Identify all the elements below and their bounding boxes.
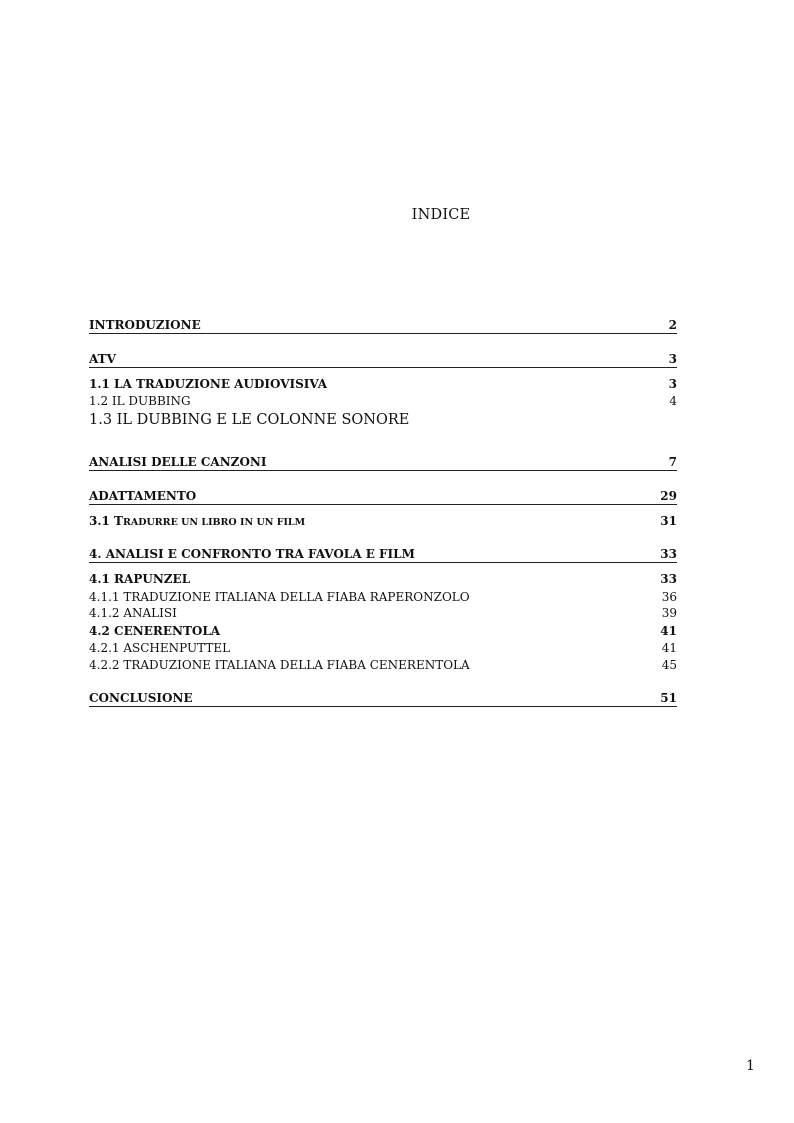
toc-entry-page: 4	[669, 394, 677, 408]
toc-entry-page: 36	[661, 590, 677, 604]
toc-entry-adattamento[interactable]	[89, 489, 677, 505]
toc-entry-label: CONCLUSIONE	[89, 691, 193, 705]
toc-entry-page: 3	[668, 377, 677, 391]
toc-entry-page: 31	[660, 514, 677, 528]
toc-entry-tradurre-libro[interactable]	[89, 514, 677, 530]
toc-entry-page: 41	[660, 624, 677, 638]
toc-entry-analisi-confronto[interactable]	[89, 547, 677, 563]
document-title: INDICE	[411, 207, 471, 223]
toc-entry-analisi-canzoni[interactable]	[89, 455, 677, 471]
toc-entry-label	[89, 514, 305, 530]
toc-entry-label: 4.2.2 TRADUZIONE ITALIANA DELLA FIABA CENERENTOLA	[89, 658, 470, 672]
toc-entry-traduzione-cenerentola[interactable]	[89, 658, 677, 673]
toc-entry-label: 4. ANALISI E CONFRONTO TRA FAVOLA E FILM	[89, 547, 415, 561]
toc-entry-label-rest: RADURRE UN LIBRO IN UN FILM	[122, 517, 306, 528]
toc-entry-page: 3	[668, 352, 677, 366]
toc-entry-label: 1.2 IL DUBBING	[89, 394, 191, 408]
toc-entry-dubbing[interactable]	[89, 394, 677, 409]
toc-entry-conclusione[interactable]	[89, 691, 677, 707]
toc-entry-page: 33	[660, 572, 677, 586]
toc-entry-page: 33	[660, 547, 677, 561]
toc-entry-rapunzel[interactable]	[89, 572, 677, 587]
toc-entry-label: INTRODUZIONE	[89, 318, 201, 332]
toc-entry-introduzione[interactable]	[89, 318, 677, 334]
toc-entry-label: ATV	[89, 352, 116, 366]
toc-entry-page: 29	[660, 489, 677, 503]
toc-entry-atv[interactable]	[89, 352, 677, 368]
toc-entry-label: ADATTAMENTO	[89, 489, 197, 503]
toc-entry-label: 1.1 LA TRADUZIONE AUDIOVISIVA	[89, 377, 328, 391]
toc-entry-label: 1.3 IL DUBBING E LE COLONNE SONORE	[89, 412, 410, 428]
toc-entry-label: ANALISI DELLE CANZONI	[89, 455, 267, 469]
toc-entry-cenerentola[interactable]	[89, 624, 677, 639]
toc-entry-label: 4.1.1 TRADUZIONE ITALIANA DELLA FIABA RAPERONZOLO	[89, 590, 470, 604]
toc-entry-raperonzolo[interactable]	[89, 590, 677, 605]
toc-entry-aschenputtel[interactable]	[89, 641, 677, 656]
toc-entry-page: 7	[668, 455, 677, 469]
toc-entry-label: 4.1 RAPUNZEL	[89, 572, 191, 586]
toc-entry-page: 51	[660, 691, 677, 705]
toc-entry-page: 41	[661, 641, 677, 655]
toc-entry-traduzione-audiovisiva[interactable]	[89, 377, 677, 392]
toc-entry-analisi[interactable]	[89, 606, 677, 621]
page-number: 1	[746, 1058, 755, 1074]
toc-entry-dubbing-colonne-sonore[interactable]	[89, 411, 677, 429]
toc-entry-label: 4.2.1 ASCHENPUTTEL	[89, 641, 231, 655]
toc-entry-page: 45	[661, 658, 677, 672]
toc-entry-label: 4.2 CENERENTOLA	[89, 624, 221, 638]
toc-entry-page: 39	[661, 606, 677, 620]
toc-entry-label-prefix: 3.1 T	[89, 514, 123, 528]
toc-entry-label: 4.1.2 ANALISI	[89, 606, 177, 620]
toc-entry-page: 2	[668, 318, 677, 332]
